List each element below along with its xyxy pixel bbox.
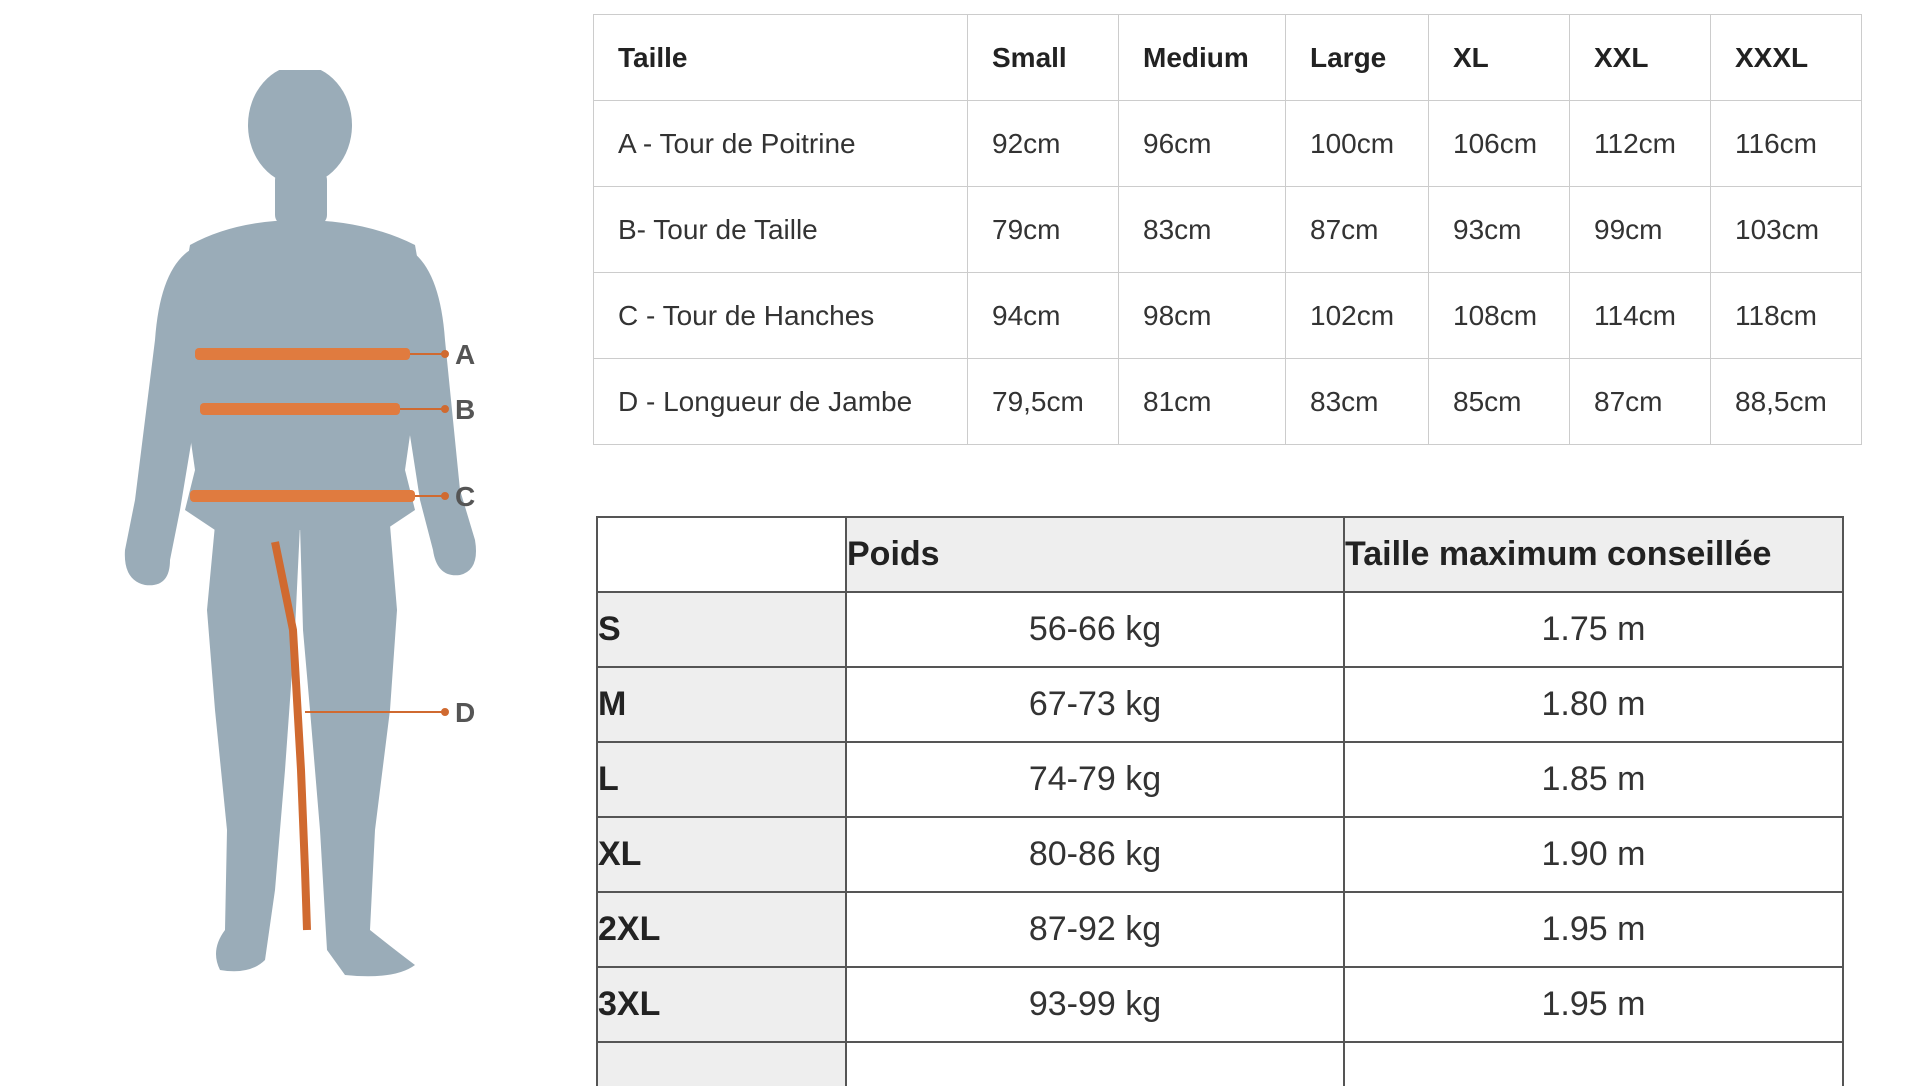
header-cell: Large [1286,15,1429,101]
table-cell: 1.85 m [1344,742,1843,817]
row-label: L [597,742,846,817]
table-cell: 1.75 m [1344,592,1843,667]
table-cell: 108cm [1429,273,1570,359]
table-cell: 88,5cm [1711,359,1862,445]
table-cell: 81cm [1119,359,1286,445]
table-cell: 118cm [1711,273,1862,359]
table-row [597,817,1843,892]
table-row [594,359,1862,445]
table-cell: 85cm [1429,359,1570,445]
marker-c-label: C [455,481,476,512]
header-cell [597,517,846,592]
table-cell: 74-79 kg [846,742,1344,817]
waist-band [200,403,400,415]
table-cell: 79cm [968,187,1119,273]
table-cell: 87cm [1570,359,1711,445]
table-row [597,742,1843,817]
table-cell: 100cm [1286,101,1429,187]
table-row [597,592,1843,667]
table-cell: 1.95 m [1344,892,1843,967]
header-cell: Taille [594,15,968,101]
row-label: XL [597,817,846,892]
marker-d-label: D [455,697,476,728]
table-cell: 103cm [1711,187,1862,273]
table-cell: 83cm [1286,359,1429,445]
table-row [597,892,1843,967]
header-cell: XL [1429,15,1570,101]
table-header-row [594,15,1862,101]
table-cell [846,1042,1344,1086]
table-cell: 98cm [1119,273,1286,359]
header-cell: Taille maximum conseillée [1344,517,1843,592]
table-row [594,101,1862,187]
row-label: M [597,667,846,742]
table-row [597,967,1843,1042]
table-cell: 92cm [968,101,1119,187]
table-cell: 93-99 kg [846,967,1344,1042]
weight-height-table [596,516,1844,1086]
table-cell: 114cm [1570,273,1711,359]
table-cell: 1.80 m [1344,667,1843,742]
table-cell: 1.95 m [1344,967,1843,1042]
table-cell: 116cm [1711,101,1862,187]
table-cell: 102cm [1286,273,1429,359]
header-cell: XXXL [1711,15,1862,101]
table-cell: 87cm [1286,187,1429,273]
hip-band [190,490,415,502]
table-cell: 112cm [1570,101,1711,187]
row-label: A - Tour de Poitrine [594,101,968,187]
table-cell: 79,5cm [968,359,1119,445]
header-cell: XXL [1570,15,1711,101]
table-cell: 83cm [1119,187,1286,273]
human-silhouette-icon [115,70,495,995]
header-cell: Small [968,15,1119,101]
row-label: D - Longueur de Jambe [594,359,968,445]
table-cell: 67-73 kg [846,667,1344,742]
table-cell: 93cm [1429,187,1570,273]
row-label: C - Tour de Hanches [594,273,968,359]
table-header-row [597,517,1843,592]
table-cell: 99cm [1570,187,1711,273]
table-cell: 80-86 kg [846,817,1344,892]
table-row-partial [597,1042,1843,1086]
table-cell: 87-92 kg [846,892,1344,967]
row-label: B- Tour de Taille [594,187,968,273]
row-label: 2XL [597,892,846,967]
header-cell: Medium [1119,15,1286,101]
table-cell: 96cm [1119,101,1286,187]
table-row [594,187,1862,273]
table-cell: 94cm [968,273,1119,359]
table-cell [1344,1042,1843,1086]
chest-band [195,348,410,360]
header-cell: Poids [846,517,1344,592]
measurements-table [593,14,1862,445]
table-cell: 56-66 kg [846,592,1344,667]
row-label: S [597,592,846,667]
table-row [597,667,1843,742]
table-cell: 1.90 m [1344,817,1843,892]
marker-a-label: A [455,339,476,370]
table-cell: 106cm [1429,101,1570,187]
row-label [597,1042,846,1086]
marker-b-label: B [455,394,476,425]
table-row [594,273,1862,359]
row-label: 3XL [597,967,846,1042]
body-measurement-figure [115,70,495,995]
